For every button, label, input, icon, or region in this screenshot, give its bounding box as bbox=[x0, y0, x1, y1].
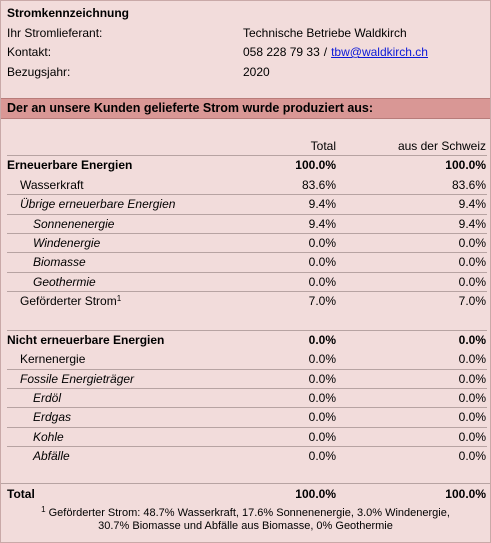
table-row-nonrenewable bbox=[1, 331, 490, 350]
section-banner bbox=[1, 98, 490, 119]
email-link[interactable]: tbw@waldkirch.ch bbox=[331, 45, 428, 59]
table-row-windenergie bbox=[1, 234, 490, 253]
row-swiss: 0.0% bbox=[458, 235, 486, 250]
row-swiss: 7.0% bbox=[458, 294, 486, 309]
banner-text: Der an unsere Kunden gelieferte Strom wurde produziert aus: bbox=[7, 101, 374, 115]
row-label: Kernenergie bbox=[20, 352, 86, 367]
row-label: Total bbox=[7, 487, 35, 501]
row-swiss: 0.0% bbox=[458, 429, 486, 444]
document-title: Stromkennzeichnung bbox=[7, 6, 130, 20]
row-total: 100.0% bbox=[295, 487, 336, 501]
row-total: 0.0% bbox=[308, 429, 336, 444]
row-label: Sonnenenergie bbox=[33, 216, 115, 231]
table-row-kohle bbox=[1, 428, 490, 447]
row-swiss: 100.0% bbox=[445, 487, 486, 501]
year-label: Bezugsjahr: bbox=[7, 64, 71, 79]
row-total: 0.0% bbox=[308, 449, 336, 464]
row-swiss: 0.0% bbox=[458, 371, 486, 386]
row-label: Geothermie bbox=[33, 274, 96, 289]
row-swiss: 9.4% bbox=[458, 197, 486, 212]
table-row-fossile bbox=[1, 370, 490, 389]
row-label: Erdöl bbox=[33, 391, 62, 406]
footnote-marker: 1 bbox=[116, 294, 122, 304]
phone-number: 058 228 79 33 bbox=[243, 45, 320, 59]
year-row bbox=[7, 63, 484, 83]
row-total: 83.6% bbox=[301, 177, 336, 192]
row-total: 0.0% bbox=[308, 332, 336, 347]
row-label-text: Geförderter Strom bbox=[20, 294, 117, 309]
footnote-line-1 bbox=[9, 507, 482, 520]
row-label: Übrige erneuerbare Energien bbox=[20, 197, 176, 212]
column-header-swiss: aus der Schweiz bbox=[397, 139, 486, 153]
supplier-info bbox=[7, 4, 484, 82]
title-row bbox=[7, 4, 484, 24]
table-row-kernenergie bbox=[1, 350, 490, 369]
row-total: 0.0% bbox=[308, 371, 336, 386]
total-section bbox=[1, 483, 490, 504]
row-label: Nicht erneuerbare Energien bbox=[7, 332, 165, 347]
supplier-label: Ihr Stromlieferant: bbox=[7, 25, 103, 40]
row-total: 0.0% bbox=[308, 352, 336, 367]
row-label: Kohle bbox=[33, 429, 64, 444]
footnote bbox=[9, 507, 482, 533]
year-value: 2020 bbox=[243, 64, 270, 79]
row-label: Erneuerbare Energien bbox=[7, 158, 133, 173]
row-swiss: 100.0% bbox=[445, 158, 486, 173]
row-label: Windenergie bbox=[33, 235, 101, 250]
row-total: 0.0% bbox=[308, 235, 336, 250]
table-row-wasserkraft bbox=[1, 176, 490, 195]
row-swiss: 83.6% bbox=[451, 177, 486, 192]
table-row-biomasse bbox=[1, 253, 490, 272]
table-row-sonnenenergie bbox=[1, 215, 490, 234]
row-label: Fossile Energieträger bbox=[20, 371, 135, 386]
table-row-gefoerdert bbox=[1, 292, 490, 311]
row-swiss: 0.0% bbox=[458, 274, 486, 289]
row-total: 9.4% bbox=[308, 197, 336, 212]
row-label bbox=[20, 292, 121, 311]
table-row-erdgas bbox=[1, 408, 490, 427]
row-swiss: 9.4% bbox=[458, 216, 486, 231]
table-row-total bbox=[1, 484, 490, 504]
row-label: Wasserkraft bbox=[20, 177, 84, 192]
row-swiss: 0.0% bbox=[458, 352, 486, 367]
contact-label: Kontakt: bbox=[7, 45, 52, 59]
column-header-total: Total bbox=[310, 139, 336, 153]
row-total: 7.0% bbox=[308, 294, 336, 309]
row-total: 0.0% bbox=[308, 255, 336, 270]
row-total: 0.0% bbox=[308, 391, 336, 406]
row-swiss: 0.0% bbox=[458, 391, 486, 406]
footnote-text-1: Geförderter Strom: 48.7% Wasserkraft, 17.6% Sonnenenergie, 3.0% Windenergie, bbox=[48, 507, 450, 519]
row-label: Biomasse bbox=[33, 255, 86, 270]
energy-mix-table bbox=[1, 137, 490, 467]
contact-separator: / bbox=[323, 45, 328, 59]
supplier-value: Technische Betriebe Waldkirch bbox=[243, 25, 407, 40]
table-row-uebrige bbox=[1, 195, 490, 214]
contact-row bbox=[7, 43, 484, 63]
row-total: 9.4% bbox=[308, 216, 336, 231]
column-header-row bbox=[1, 137, 490, 156]
row-label: Erdgas bbox=[33, 410, 72, 425]
row-label: Abfälle bbox=[33, 449, 70, 464]
table-row-abfaelle bbox=[1, 447, 490, 466]
contact-value bbox=[243, 43, 428, 63]
table-row-geothermie bbox=[1, 273, 490, 292]
row-total: 0.0% bbox=[308, 410, 336, 425]
spacer-row bbox=[1, 312, 490, 331]
table-row-erdoel bbox=[1, 389, 490, 408]
footnote-marker: 1 bbox=[41, 505, 46, 514]
row-swiss: 0.0% bbox=[458, 332, 486, 347]
row-total: 0.0% bbox=[308, 274, 336, 289]
row-total: 100.0% bbox=[295, 158, 336, 173]
footnote-text-2: 30.7% Biomasse und Abfälle aus Biomasse, 0% Geothermie bbox=[98, 520, 393, 532]
table-row-renewable bbox=[1, 156, 490, 175]
row-swiss: 0.0% bbox=[458, 255, 486, 270]
supplier-row bbox=[7, 24, 484, 44]
row-swiss: 0.0% bbox=[458, 449, 486, 464]
row-swiss: 0.0% bbox=[458, 410, 486, 425]
